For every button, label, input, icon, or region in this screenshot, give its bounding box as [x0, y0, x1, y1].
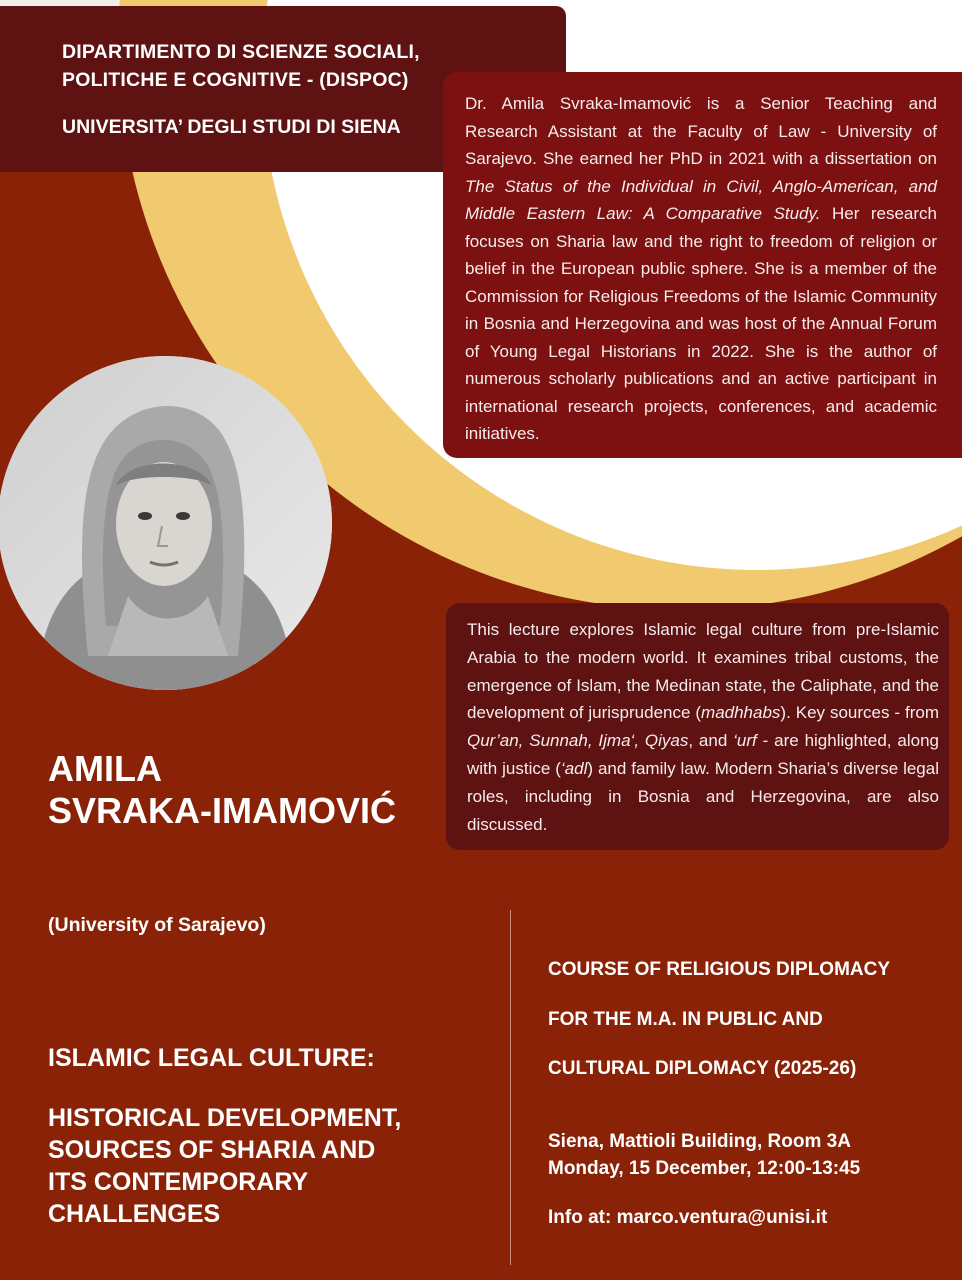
speaker-portrait-illustration	[0, 356, 332, 690]
speaker-name: AMILA SVRAKA-IMAMOVIĆ	[48, 748, 396, 831]
speaker-bio: Dr. Amila Svraka-Imamović is a Senior Teaching and Research Assistant at the Faculty of Law - University of Sarajevo. She earned her PhD in 2021 with a dissertation on The Status of the Individual in Civil, Anglo-American, and Middle Eastern Law: A Comparative Study. Her research focuses on Sharia law and the right to freedom of religion or belief in the European public sphere. She is a member of the Commission for Religious Freedoms of the Islamic Community in Bosnia and Herzegovina and was host of the Annual Forum of Young Legal Historians in 2022. She is the author of numerous scholarly publications and an active participant in international research projects, conferences, and academic initiatives.	[465, 94, 938, 443]
course-line: CULTURAL DIPLOMACY (2025-26)	[548, 1058, 857, 1079]
speaker-photo	[0, 356, 332, 690]
course-line: COURSE OF RELIGIOUS DIPLOMACY	[548, 959, 891, 980]
column-divider	[510, 910, 511, 1265]
lecture-title: ISLAMIC LEGAL CULTURE:	[48, 1044, 375, 1072]
university-name: UNIVERSITA’ DEGLI STUDI DI SIENA	[62, 116, 401, 138]
event-location: Siena, Mattioli Building, Room 3A	[548, 1131, 851, 1152]
contact-info[interactable]: Info at: marco.ventura@unisi.it	[548, 1207, 828, 1228]
speaker-affiliation: (University of Sarajevo)	[48, 914, 266, 936]
course-line: FOR THE M.A. IN PUBLIC AND	[548, 1009, 823, 1030]
event-datetime: Monday, 15 December, 12:00-13:45	[548, 1158, 861, 1179]
lecture-subtitle: HISTORICAL DEVELOPMENT, SOURCES OF SHARIA AND ITS CONTEMPORARY CHALLENGES	[48, 1104, 402, 1228]
event-details	[548, 1128, 860, 1182]
lecture-abstract: This lecture explores Islamic legal culture from pre-Islamic Arabia to the modern world. It examines tribal customs, the emergence of Islam, the Medinan state, the Caliphate, and the development of jurisprudence (madhhabs). Key sources - from Qur’an, Sunnah, Ijma‘, Qiyas, and ‘urf - are highlighted, along with justice (‘adl) and family law. Modern Sharia’s diverse legal roles, including in Bosnia and Herzegovina, are also discussed.	[467, 620, 939, 834]
department-name: DIPARTIMENTO DI SCIENZE SOCIALI, POLITICHE E COGNITIVE - (DISPOC)	[62, 41, 420, 91]
dissertation-title: The Status of the Individual in Civil, Anglo-American, and Middle Eastern Law: A Comparative Study.	[465, 176, 937, 223]
